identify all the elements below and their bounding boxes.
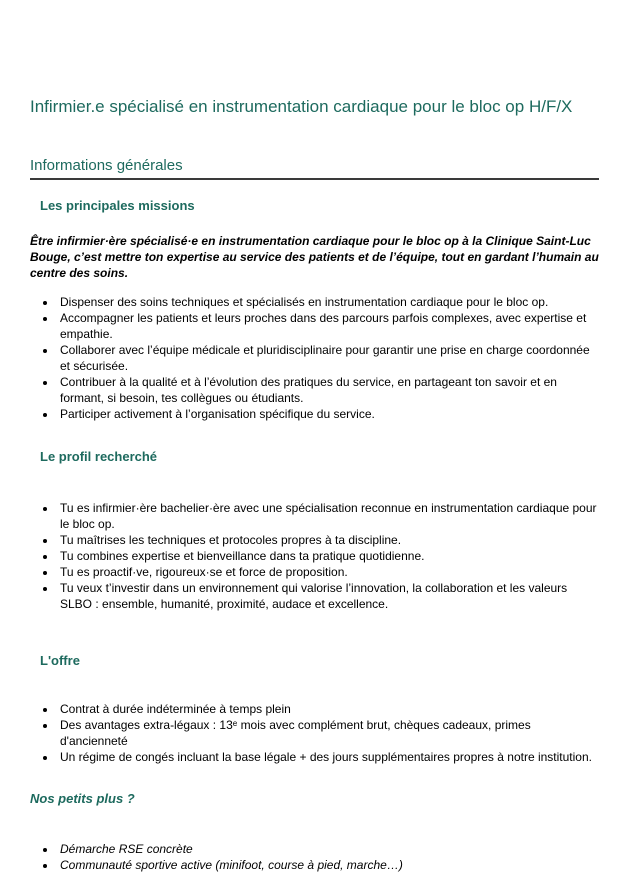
list-item: • Tu maîtrises les techniques et protocoles propres à ta discipline. <box>57 532 599 548</box>
extras-list <box>30 841 599 873</box>
page-title: Infirmier.e spécialisé en instrumentation cardiaque pour le bloc op H/F/X <box>30 97 573 116</box>
list-item: • Tu combines expertise et bienveillance dans ta pratique quotidienne. <box>57 548 599 564</box>
missions-list <box>30 294 599 422</box>
heading-nos-petits-plus: Nos petits plus ? <box>30 791 135 806</box>
list-item: • Contrat à durée indéterminée à temps plein <box>57 701 599 717</box>
profile-list <box>30 500 599 612</box>
section-heading-informations-generales: Informations générales <box>30 157 599 180</box>
list-item: • Dispenser des soins techniques et spécialisés en instrumentation cardiaque pour le bloc op. <box>57 294 599 310</box>
list-item: • Accompagner les patients et leurs proches dans des parcours parfois complexes, avec expertise et empathie. <box>57 310 599 342</box>
list-item: • Participer activement à l’organisation spécifique du service. <box>57 406 599 422</box>
list-item: • Communauté sportive active (minifoot, course à pied, marche…) <box>57 857 599 873</box>
list-item: • Tu veux t’investir dans un environnement qui valorise l’innovation, la collaboration et les valeurs SLBO : ensemble, humanité, proximité, audace et excellence. <box>57 580 599 612</box>
offer-list <box>30 701 599 765</box>
list-item: • Collaborer avec l’équipe médicale et pluridisciplinaire pour garantir une prise en charge coordonnée et sécurisée. <box>57 342 599 374</box>
list-item: • Des avantages extra-légaux : 13ᵉ mois avec complément brut, chèques cadeaux, primes d'ancienneté <box>57 717 599 749</box>
heading-offre: L'offre <box>40 653 80 668</box>
missions-intro-paragraph: Être infirmier·ère spécialisé·e en instrumentation cardiaque pour le bloc op à la Clinique Saint-Luc Bouge, c’est mettre ton expertise au service des patients et de l’équipe, tout en gardant l’humain au centre des soins. <box>30 234 599 280</box>
heading-principales-missions: Les principales missions <box>40 198 195 213</box>
list-item: • Contribuer à la qualité et à l’évolution des pratiques du service, en partageant ton savoir et en formant, si besoin, tes collègues ou étudiants. <box>57 374 599 406</box>
heading-profil-recherche: Le profil recherché <box>40 449 158 464</box>
list-item: • Tu es proactif·ve, rigoureux·se et force de proposition. <box>57 564 599 580</box>
list-item: • Un régime de congés incluant la base légale + des jours supplémentaires propres à notre institution. <box>57 749 599 765</box>
list-item: • Tu es infirmier·ère bachelier·ère avec une spécialisation reconnue en instrumentation cardiaque pour le bloc op. <box>57 500 599 532</box>
list-item: • Démarche RSE concrète <box>57 841 599 857</box>
